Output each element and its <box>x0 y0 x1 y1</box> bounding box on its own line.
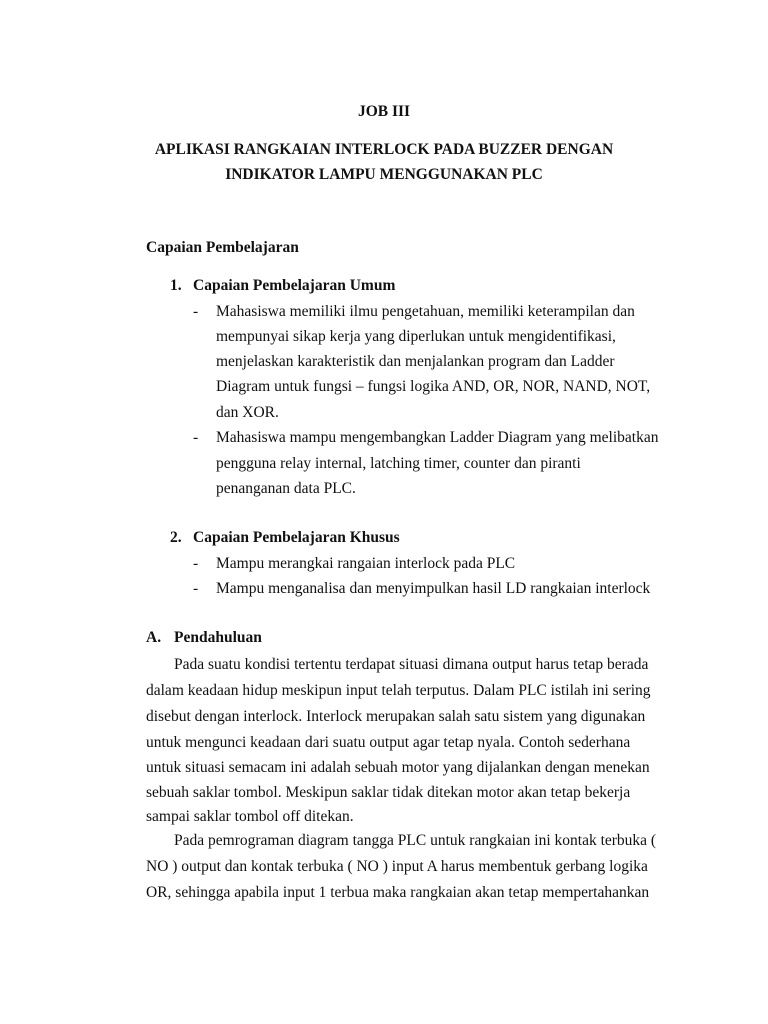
khusus-bullet1: Mampu merangkai rangaian interlock pada PLC <box>216 555 516 572</box>
umum-heading: Capaian Pembelajaran Umum <box>193 277 396 294</box>
para2-line: Pada pemrograman diagram tangga PLC untuk rangkaian ini kontak terbuka ( <box>174 832 657 849</box>
umum-bullet1-line: menjelaskan karakteristik dan menjalankan program dan Ladder <box>216 353 615 370</box>
bullet-dash: - <box>193 303 199 320</box>
bullet-dash: - <box>193 429 199 446</box>
doc-title-line-1: APLIKASI RANGKAIAN INTERLOCK PADA BUZZER DENGAN <box>154 141 614 158</box>
khusus-number: 2. <box>170 529 182 546</box>
para2-line: NO ) output dan kontak terbuka ( NO ) input A harus membentuk gerbang logika <box>146 858 648 875</box>
khusus-bullet2: Mampu menganalisa dan menyimpulkan hasil LD rangkaian interlock <box>216 580 651 597</box>
umum-bullet2-line: pengguna relay internal, latching timer, counter dan piranti <box>216 455 581 472</box>
khusus-heading: Capaian Pembelajaran Khusus <box>193 529 400 546</box>
umum-number: 1. <box>170 277 182 294</box>
doc-title-line-2: INDIKATOR LAMPU MENGGUNAKAN PLC <box>225 166 543 183</box>
capaian-heading: Capaian Pembelajaran <box>146 239 299 256</box>
para1-line: disebut dengan interlock. Interlock merupakan salah satu sistem yang digunakan <box>146 708 646 725</box>
umum-bullet2-line: Mahasiswa mampu mengembangkan Ladder Diagram yang melibatkan <box>216 429 659 446</box>
para1-line: dalam keadaan hidup meskipun input telah terputus. Dalam PLC istilah ini sering <box>146 682 651 699</box>
section-a-letter: A. <box>146 629 162 646</box>
para1-line: sampai saklar tombol off ditekan. <box>146 808 354 825</box>
bullet-dash: - <box>193 555 199 572</box>
umum-bullet1-line: Diagram untuk fungsi – fungsi logika AND, OR, NOR, NAND, NOT, <box>216 378 651 395</box>
para2-line: OR, sehingga apabila input 1 terbua maka rangkaian akan tetap mempertahankan <box>146 884 650 901</box>
umum-bullet1-line: mempunyai sikap kerja yang diperlukan untuk mengidentifikasi, <box>216 328 616 345</box>
bullet-dash: - <box>193 580 199 597</box>
para1-line: untuk mengunci keadaan dari suatu output agar tetap nyala. Contoh sederhana <box>146 734 631 751</box>
umum-bullet1-line: dan XOR. <box>216 404 279 421</box>
section-a-heading: Pendahuluan <box>174 629 262 646</box>
umum-bullet1-line: Mahasiswa memiliki ilmu pengetahuan, memiliki keterampilan dan <box>216 303 635 320</box>
para1-line: untuk situasi semacam ini adalah sebuah motor yang dijalankan dengan menekan <box>146 759 650 776</box>
job-title: JOB III <box>357 103 411 120</box>
para1-line: sebuah saklar tombol. Meskipun saklar tidak ditekan motor akan tetap bekerja <box>146 784 631 801</box>
umum-bullet2-line: penanganan data PLC. <box>216 480 356 497</box>
para1-line: Pada suatu kondisi tertentu terdapat situasi dimana output harus tetap berada <box>174 656 649 673</box>
